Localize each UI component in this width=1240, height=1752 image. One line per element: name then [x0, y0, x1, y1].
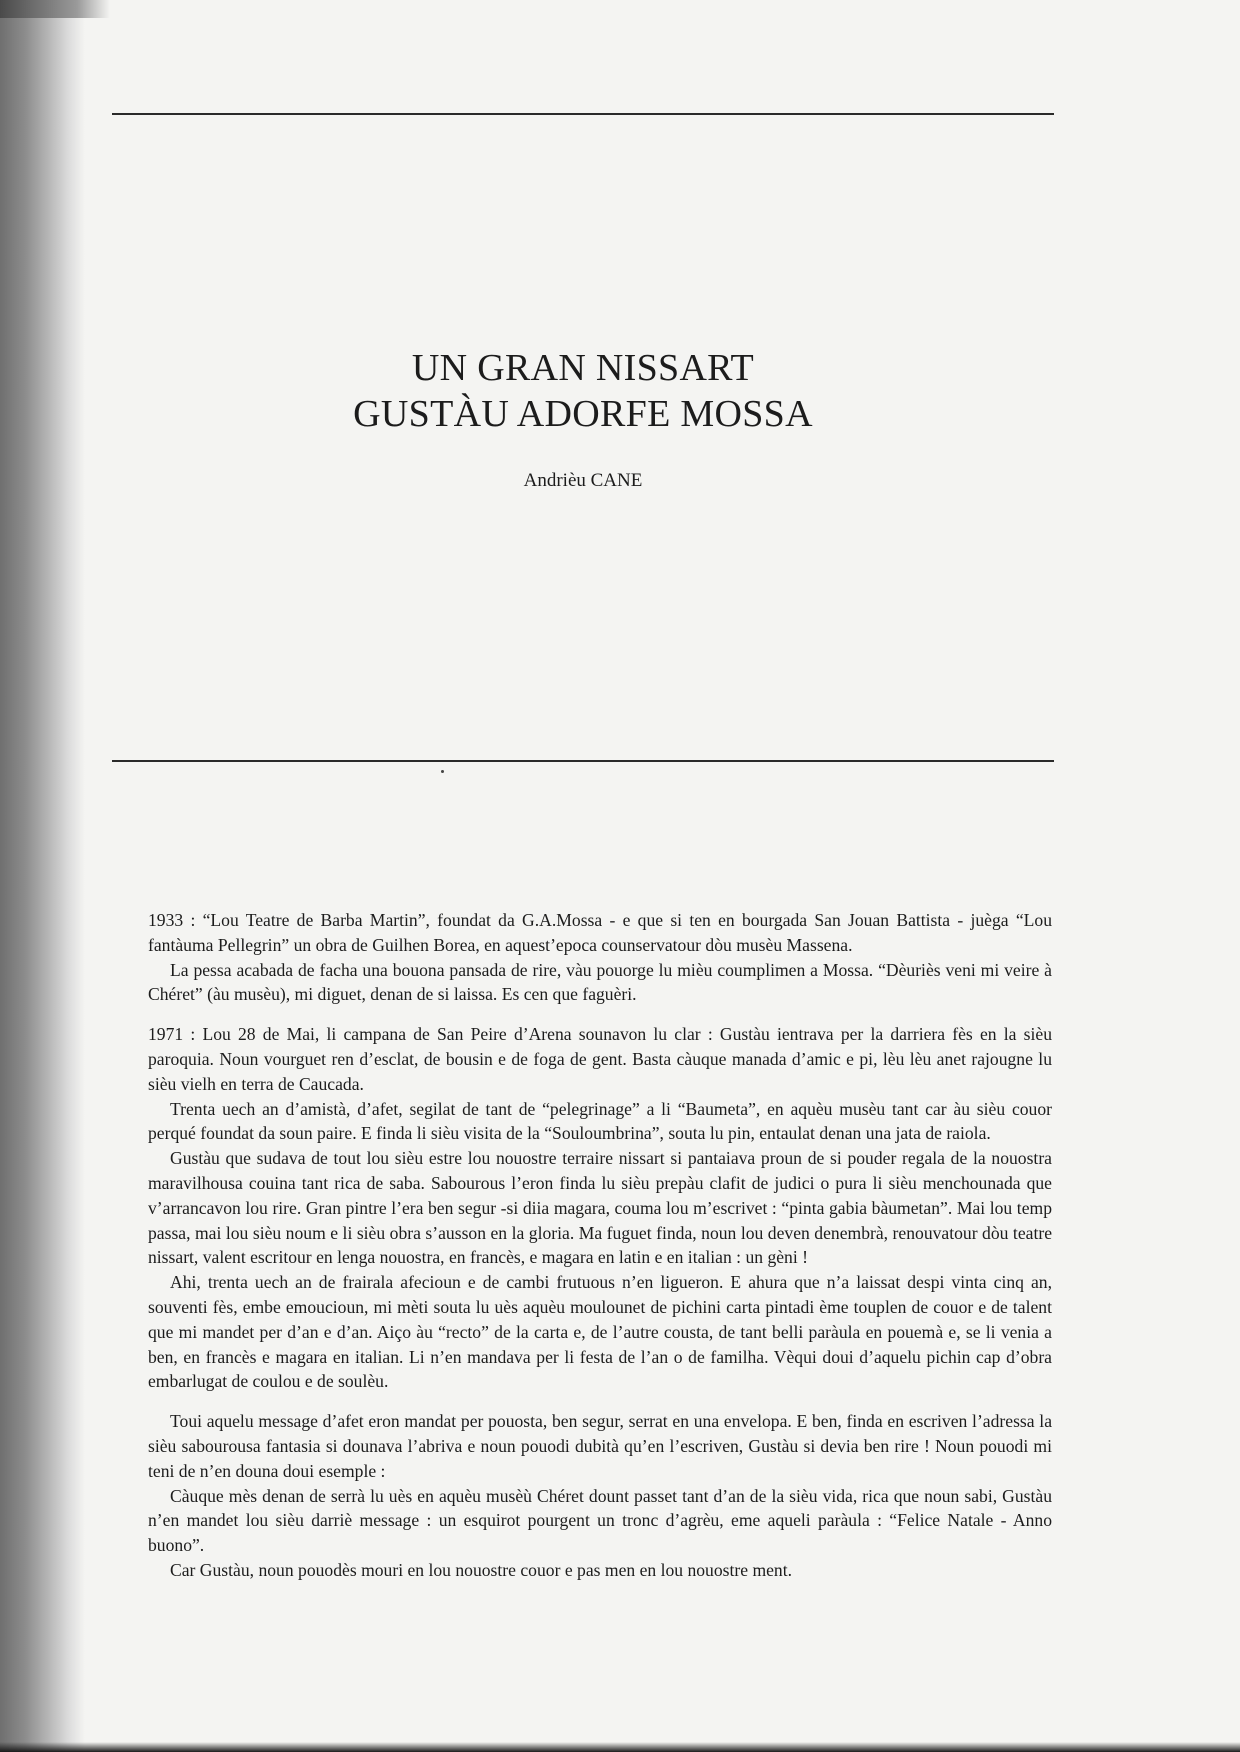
- article-title: [112, 345, 1054, 437]
- section-rule: [112, 760, 1054, 762]
- article-author: Andrièu CANE: [523, 470, 643, 491]
- title-line-2: GUSTÀU ADORFE MOSSA: [353, 393, 813, 435]
- speck: [441, 770, 444, 773]
- paragraph: Trenta uech an d’amistà, d’afet, segilat de tant de “pelegrinage” a li “Baumeta”, en aquèu musèu tant car àu sièu couor perqué foundat da soun paire. E finda li sièu visita de la “Souloumbrina”, souta lu pin, entaulat denan una jata de raiola.: [148, 1098, 1052, 1144]
- paragraph: Ahi, trenta uech an de frairala afecioun e de cambi frutuous n’en ligueron. E ahura que n’a laissat despi vinta cinq an, souventi fès, embe emoucioun, mi mèti souta lu uès aquèu moulounet de pichini carta pintadi ème touplen de couor e de talent que mi mandet per d’an e d’an. Aiço àu “recto” de la carta e, de l’autre cousta, de tant belli paràula en pouemà e, se li venia a ben, en francès e magara en italian. Li n’en mandava per li festa de l’an o de familha. Vèqui doui d’aquelu pichin cap d’obra embarlugat de coulou e de soulèu.: [148, 1272, 1052, 1392]
- scan-edge-bottom: [0, 1742, 1240, 1752]
- paragraph: Toui aquelu message d’afet eron mandat per pouosta, ben segur, serrat en una envelopa. E ben, finda en escriven l’adressa la sièu sabourousa fantasia si dounava l’abriva e noun pouodi dubità qu’en l’escriven, Gustàu si devia ben rire ! Noun pouodi mi teni de n’en douna doui esemple :: [148, 1411, 1052, 1481]
- paragraph-1971: 1971 : Lou 28 de Mai, li campana de San Peire d’Arena sounavon lu clar : Gustàu ientrava per la darriera fès en la sièu paroquia. Noun vourguet ren d’esclat, de bousin e de foga de gent. Basta càuque manada d’amic e pi, lèu lèu anet rajougne lu sièu vielh en terra de Caucada.: [148, 1024, 1052, 1094]
- paragraph-1933: 1933 : “Lou Teatre de Barba Martin”, foundat da G.A.Mossa - e que si ten en bourgada San Jouan Battista - juèga “Lou fantàuma Pellegrin” un obra de Guilhen Borea, en aquest’epoca counservatour dòu musèu Massena.: [148, 910, 1052, 955]
- paragraph: Car Gustàu, noun pouodès mouri en lou nouostre couor e pas men en lou nouostre ment.: [170, 1559, 793, 1580]
- scan-edge-top: [0, 0, 110, 18]
- paragraph: Càuque mès denan de serrà lu uès en aquèu musèù Chéret dount passet tant d’an de la sièu vida, rica que noun sabi, Gustàu n’en mandet lou sièu darriè message : un esquirot pourgent un tronc d’agrèu, eme aqueli paràula : “Felice Natale - Anno buono”.: [148, 1485, 1052, 1556]
- paragraph: La pessa acabada de facha una bouona pansada de rire, vàu pouorge lu mièu coumplimen a Mossa. “Dèuriès veni mi veire à Chéret” (àu musèu), mi diguet, denan de si laissa. Es cen que faguèri.: [148, 959, 1052, 1005]
- title-line-1: UN GRAN NISSART: [411, 347, 755, 389]
- top-rule: [112, 113, 1054, 115]
- article-body: [148, 908, 1052, 1583]
- paragraph: Gustàu que sudava de tout lou sièu estre lou nouostre terraire nissart si pantaiava proun de si pouder regala de la nouostra maravilhousa couina tant rica de saba. Sabourous l’eron finda lu sièu prepàu clafit de judici o pura li sièu menchounada que v’arrancavon lou rire. Gran pintre l’era ben segur -si diia magara, couma lou m’escrivet : “pinta gabia bàumetan”. Mai lou temp passa, mai lou sièu noum e li sièu obra s’ausson en la gloria. Ma fuguet finda, noun lou deven denembrà, renouvatour dòu teatre nissart, valent escritour en lenga nouostra, en francès, e magara en latin e en italian : un gèni !: [148, 1148, 1052, 1268]
- book-binding-shadow: [0, 0, 85, 1752]
